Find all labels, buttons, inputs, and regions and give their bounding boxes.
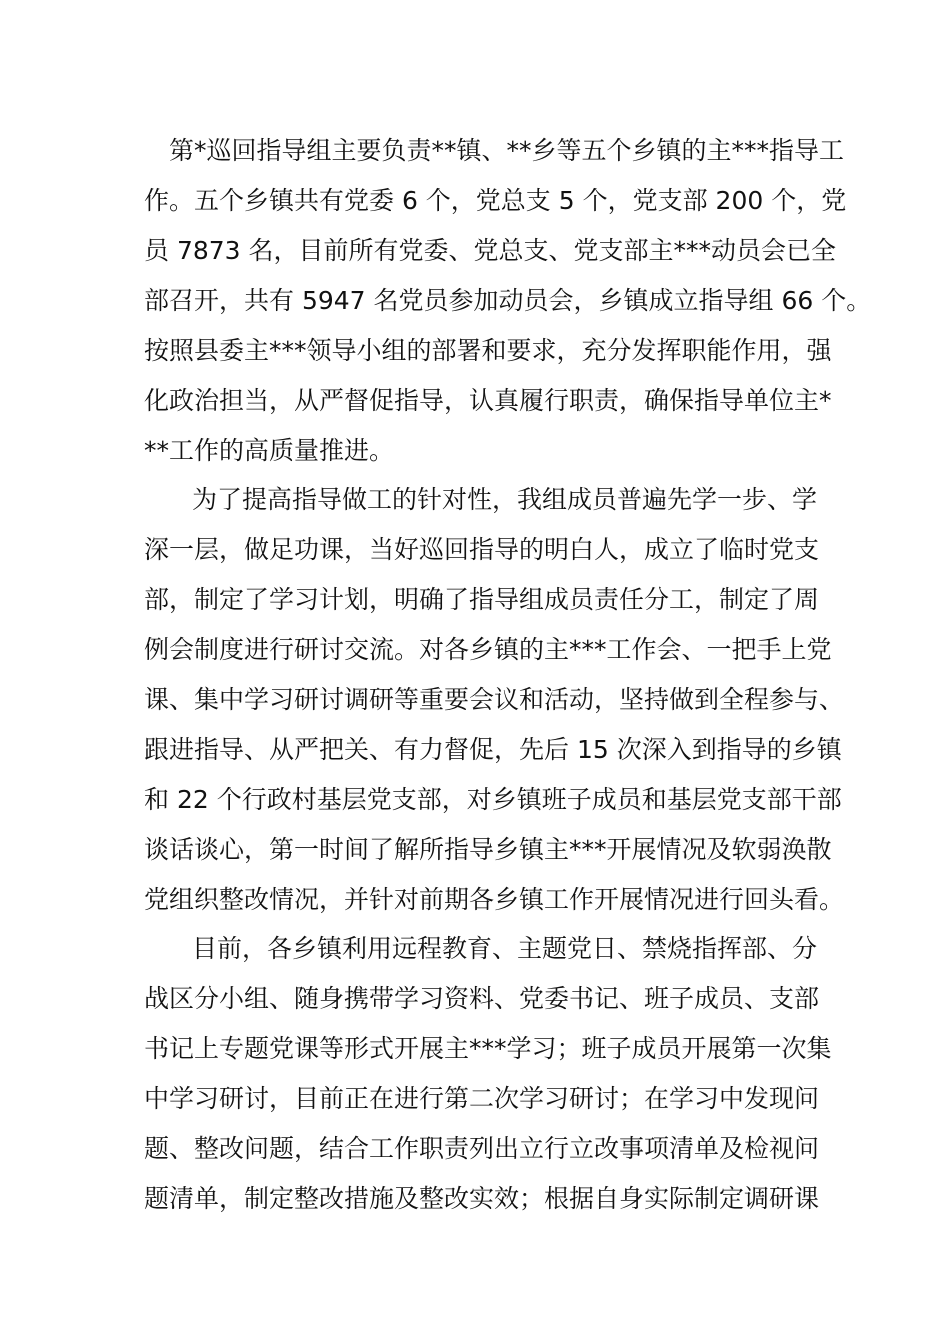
paragraph-2-line-8: 谈话谈心，第一时间了解所指导乡镇主***开展情况及软弱涣散 xyxy=(144,835,832,864)
paragraph-1-line-4: 部召开，共有 5947 名党员参加动员会，乡镇成立指导组 66 个。 xyxy=(144,286,872,315)
paragraph-2-line-1: 为了提高指导做工的针对性，我组成员普遍先学一步、学 xyxy=(192,485,818,514)
paragraph-1-line-6: 化政治担当，从严督促指导，认真履行职责，确保指导单位主* xyxy=(144,386,832,415)
paragraph-1-line-7: **工作的高质量推进。 xyxy=(144,436,395,465)
paragraph-2-line-7: 和 22 个行政村基层党支部，对乡镇班子成员和基层党支部干部 xyxy=(144,785,842,814)
paragraph-1-line-3: 员 7873 名，目前所有党委、党总支、党支部主***动员会已全 xyxy=(144,236,837,265)
paragraph-3-line-1: 目前，各乡镇利用远程教育、主题党日、禁烧指挥部、分 xyxy=(192,934,818,963)
paragraph-2-line-2: 深一层，做足功课，当好巡回指导的明白人，成立了临时党支 xyxy=(144,535,820,564)
paragraph-1-line-5: 按照县委主***领导小组的部署和要求，充分发挥职能作用，强 xyxy=(144,336,832,365)
paragraph-2-line-4: 例会制度进行研讨交流。对各乡镇的主***工作会、一把手上党 xyxy=(144,635,832,664)
paragraph-2-line-3: 部，制定了学习计划，明确了指导组成员责任分工，制定了周 xyxy=(144,585,820,614)
paragraph-2-line-5: 课、集中学习研讨调研等重要会议和活动，坚持做到全程参与、 xyxy=(144,685,845,714)
paragraph-2-line-6: 跟进指导、从严把关、有力督促，先后 15 次深入到指导的乡镇 xyxy=(144,735,842,764)
paragraph-3-line-3: 书记上专题党课等形式开展主***学习；班子成员开展第一次集 xyxy=(144,1034,832,1063)
paragraph-1-line-2: 作。五个乡镇共有党委 6 个，党总支 5 个，党支部 200 个，党 xyxy=(144,186,847,215)
paragraph-3-line-5: 题、整改问题，结合工作职责列出立行立改事项清单及检视问 xyxy=(144,1134,820,1163)
paragraph-3-line-4: 中学习研讨，目前正在进行第二次学习研讨；在学习中发现问 xyxy=(144,1084,820,1113)
paragraph-1-line-1: 第*巡回指导组主要负责**镇、**乡等五个乡镇的主***指导工 xyxy=(169,136,845,165)
paragraph-3-line-6: 题清单，制定整改措施及整改实效；根据自身实际制定调研课 xyxy=(144,1184,820,1213)
paragraph-3-line-2: 战区分小组、随身携带学习资料、党委书记、班子成员、支部 xyxy=(144,984,820,1013)
paragraph-2-line-9: 党组织整改情况，并针对前期各乡镇工作开展情况进行回头看。 xyxy=(144,885,845,914)
